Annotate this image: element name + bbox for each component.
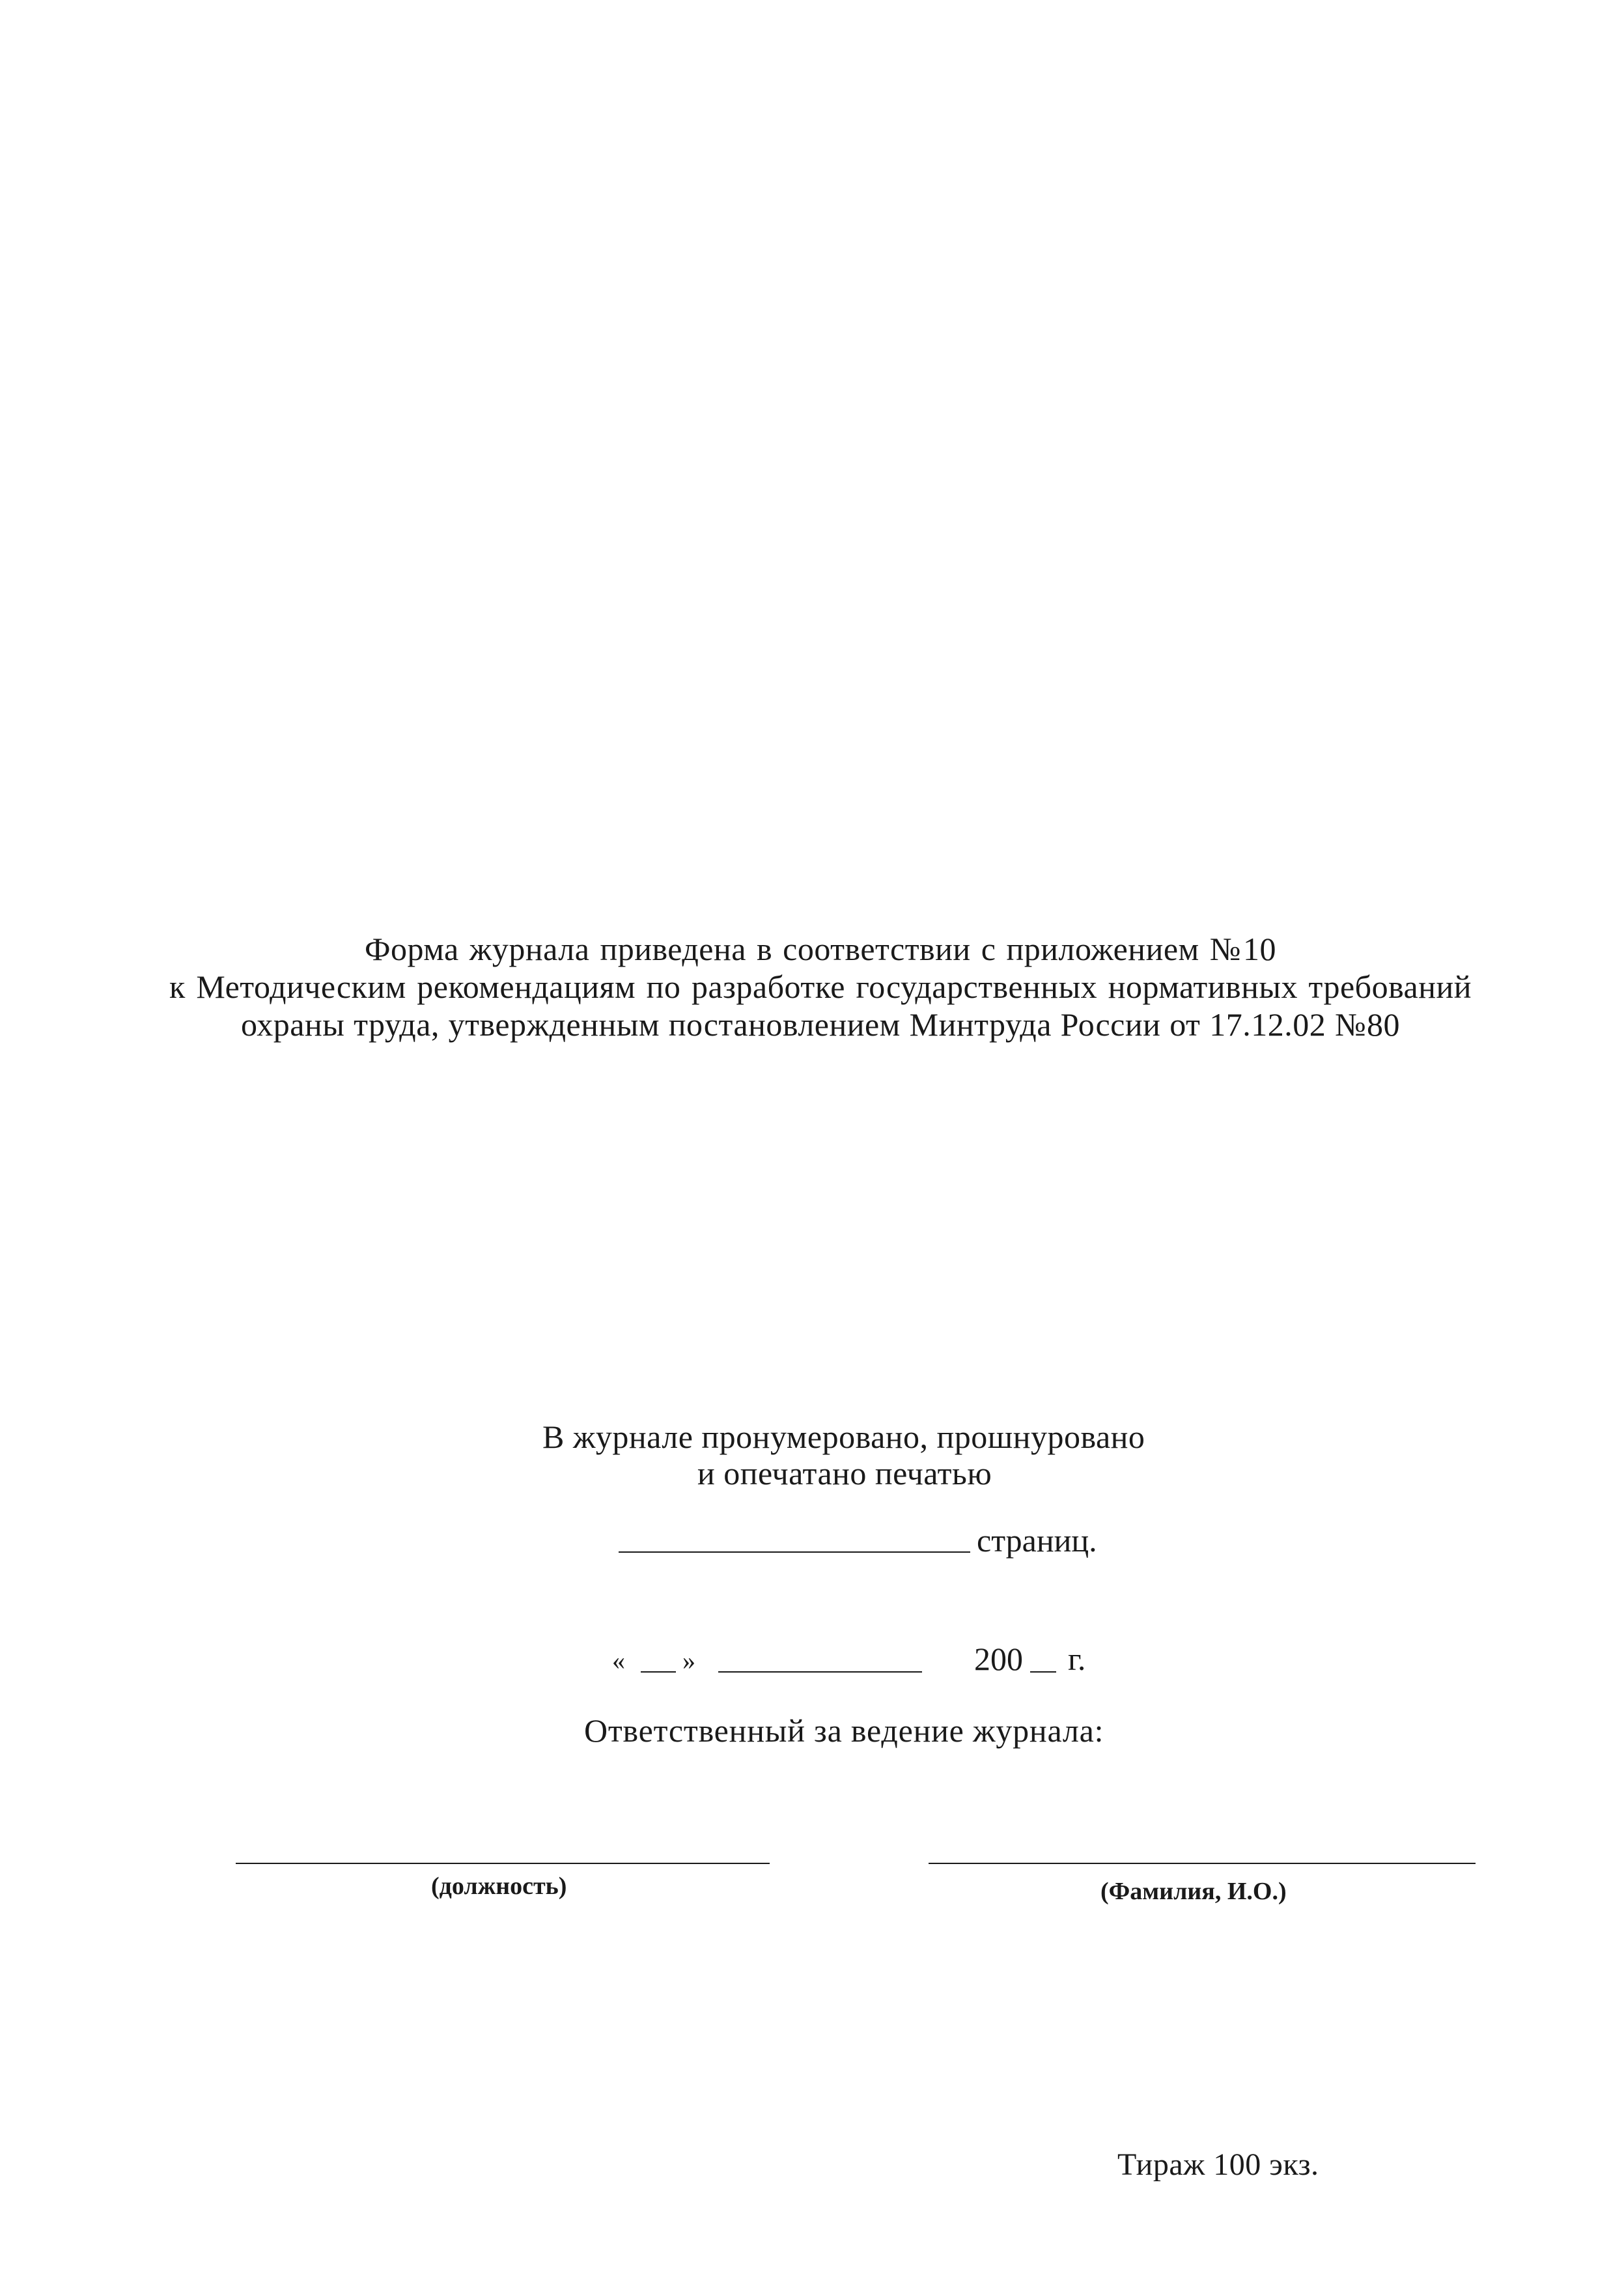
notice-line-3: охраны труда, утвержденным постановлением Минтруда России от 17.12.02 №80 (241, 1006, 1400, 1043)
month-blank[interactable] (718, 1671, 922, 1673)
pages-label: страниц. (977, 1522, 1097, 1559)
notice-line-2: к Методическим рекомендациям по разработке государственных нормативных требований (169, 968, 1472, 1005)
date-close-quote: » (682, 1646, 695, 1675)
name-signature-line[interactable] (929, 1863, 1476, 1864)
day-blank[interactable] (641, 1671, 676, 1673)
year-blank[interactable] (1030, 1671, 1056, 1673)
date-open-quote: « (612, 1646, 625, 1675)
form-compliance-notice (130, 930, 1511, 1043)
year-prefix: 200 (974, 1641, 1023, 1677)
year-suffix: г. (1068, 1641, 1086, 1677)
position-signature-line[interactable] (236, 1863, 770, 1864)
notice-line-1: Форма журнала приведена в соответствии с приложением №10 (365, 931, 1276, 967)
name-caption: (Фамилия, И.О.) (1100, 1878, 1287, 1905)
responsible-label: Ответственный за ведение журнала: (584, 1712, 1104, 1749)
pages-count-blank[interactable] (619, 1551, 970, 1553)
print-run: Тираж 100 экз. (1117, 2147, 1319, 2182)
position-caption: (должность) (431, 1873, 567, 1900)
certification-line-1: В журнале пронумеровано, прошнуровано (542, 1419, 1145, 1455)
certification-line-2: и опечатано печатью (697, 1455, 992, 1491)
